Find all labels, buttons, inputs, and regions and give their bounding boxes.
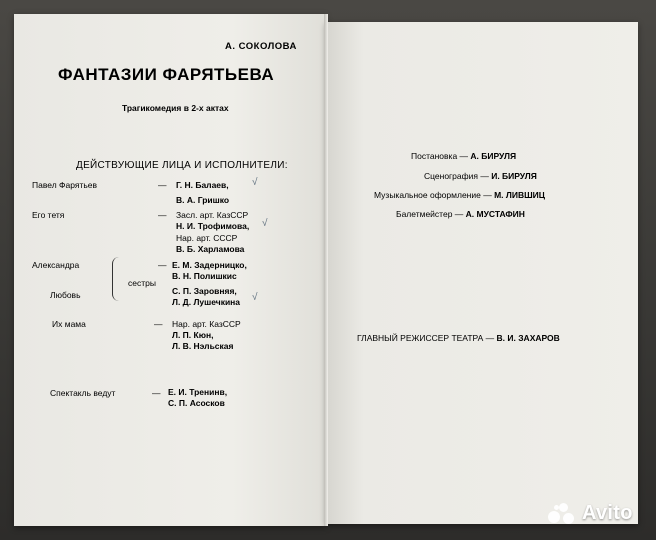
dash: — [158, 210, 167, 220]
actor-kyun: Л. П. Кюн, [172, 330, 214, 340]
rank-zasl: Засл. арт. КазССР [176, 210, 249, 220]
crew-role: Сценография — [424, 171, 489, 181]
crew-name: А. МУСТАФИН [465, 209, 525, 219]
avito-text: Avito [582, 502, 633, 524]
author: А. СОКОЛОВА [225, 41, 297, 52]
avito-watermark [548, 502, 633, 525]
rank-nar-kazssr: Нар. арт. КазССР [172, 319, 241, 329]
chief-director-name: В. И. ЗАХАРОВ [496, 333, 560, 343]
play-title: ФАНТАЗИИ ФАРЯТЬЕВА [58, 65, 275, 84]
check-mark: √ [262, 218, 268, 229]
role-lyubov: Любовь [50, 290, 81, 300]
avito-logo-icon [548, 503, 578, 525]
chief-director-role: ГЛАВНЫЙ РЕЖИССЕР ТЕАТРА — [357, 333, 495, 343]
crew-role: Музыкальное оформление — [374, 190, 492, 200]
crew-row-scenography [424, 172, 537, 181]
crew-name: А. БИРУЛЯ [470, 151, 517, 161]
crew-name: М. ЛИВШИЦ [494, 190, 545, 200]
actor-balaev: Г. Н. Балаев, [176, 180, 229, 190]
dash: — [158, 260, 167, 270]
crew-row-music [374, 191, 545, 200]
actor-zadernushko: Е. М. Задерницко, [172, 260, 247, 270]
cast-heading: ДЕЙСТВУЮЩИЕ ЛИЦА И ИСПОЛНИТЕЛИ: [76, 160, 288, 171]
dash: — [154, 319, 163, 329]
actor-trofimova: Н. И. Трофимова, [176, 221, 250, 231]
dash: — [152, 388, 161, 398]
program-right-page [326, 22, 638, 524]
role-alexandra: Александра [32, 260, 80, 270]
role-mother: Их мама [52, 319, 86, 329]
program-left-page [14, 14, 326, 526]
role-conductors: Спектакль ведут [50, 388, 116, 398]
check-mark: √ [252, 177, 258, 188]
actor-polishkis: В. Н. Полишкис [172, 271, 237, 281]
actor-lushechkina: Л. Д. Лушечкина [172, 297, 241, 307]
role-pavel: Павел Фарятьев [32, 180, 98, 190]
actor-asoskov: С. П. Асосков [168, 398, 225, 408]
rank-nar-ussr: Нар. арт. СССР [176, 233, 238, 243]
actor-zarovnaya: С. П. Заровняя, [172, 286, 237, 296]
genre: Трагикомедия в 2-х актах [122, 103, 229, 113]
role-aunt: Его тетя [32, 210, 65, 220]
crew-role: Балетмейстер — [396, 209, 464, 219]
sisters-brace [112, 257, 119, 301]
label-sisters: сестры [128, 278, 156, 288]
page-fold [324, 14, 328, 526]
actor-nelskaya: Л. В. Нэльская [172, 341, 234, 351]
actor-trenin: Е. И. Тренинв, [168, 387, 228, 397]
chief-director-row [357, 334, 560, 343]
check-mark: √ [252, 292, 258, 303]
crew-row-staging [411, 152, 516, 161]
crew-role: Постановка — [411, 151, 469, 161]
crew-name: И. БИРУЛЯ [491, 171, 537, 181]
dash: — [158, 180, 167, 190]
actor-grishko: В. А. Гришко [176, 195, 230, 205]
actor-kharlamova: В. Б. Харламова [176, 244, 245, 254]
crew-row-ballet [396, 210, 525, 219]
